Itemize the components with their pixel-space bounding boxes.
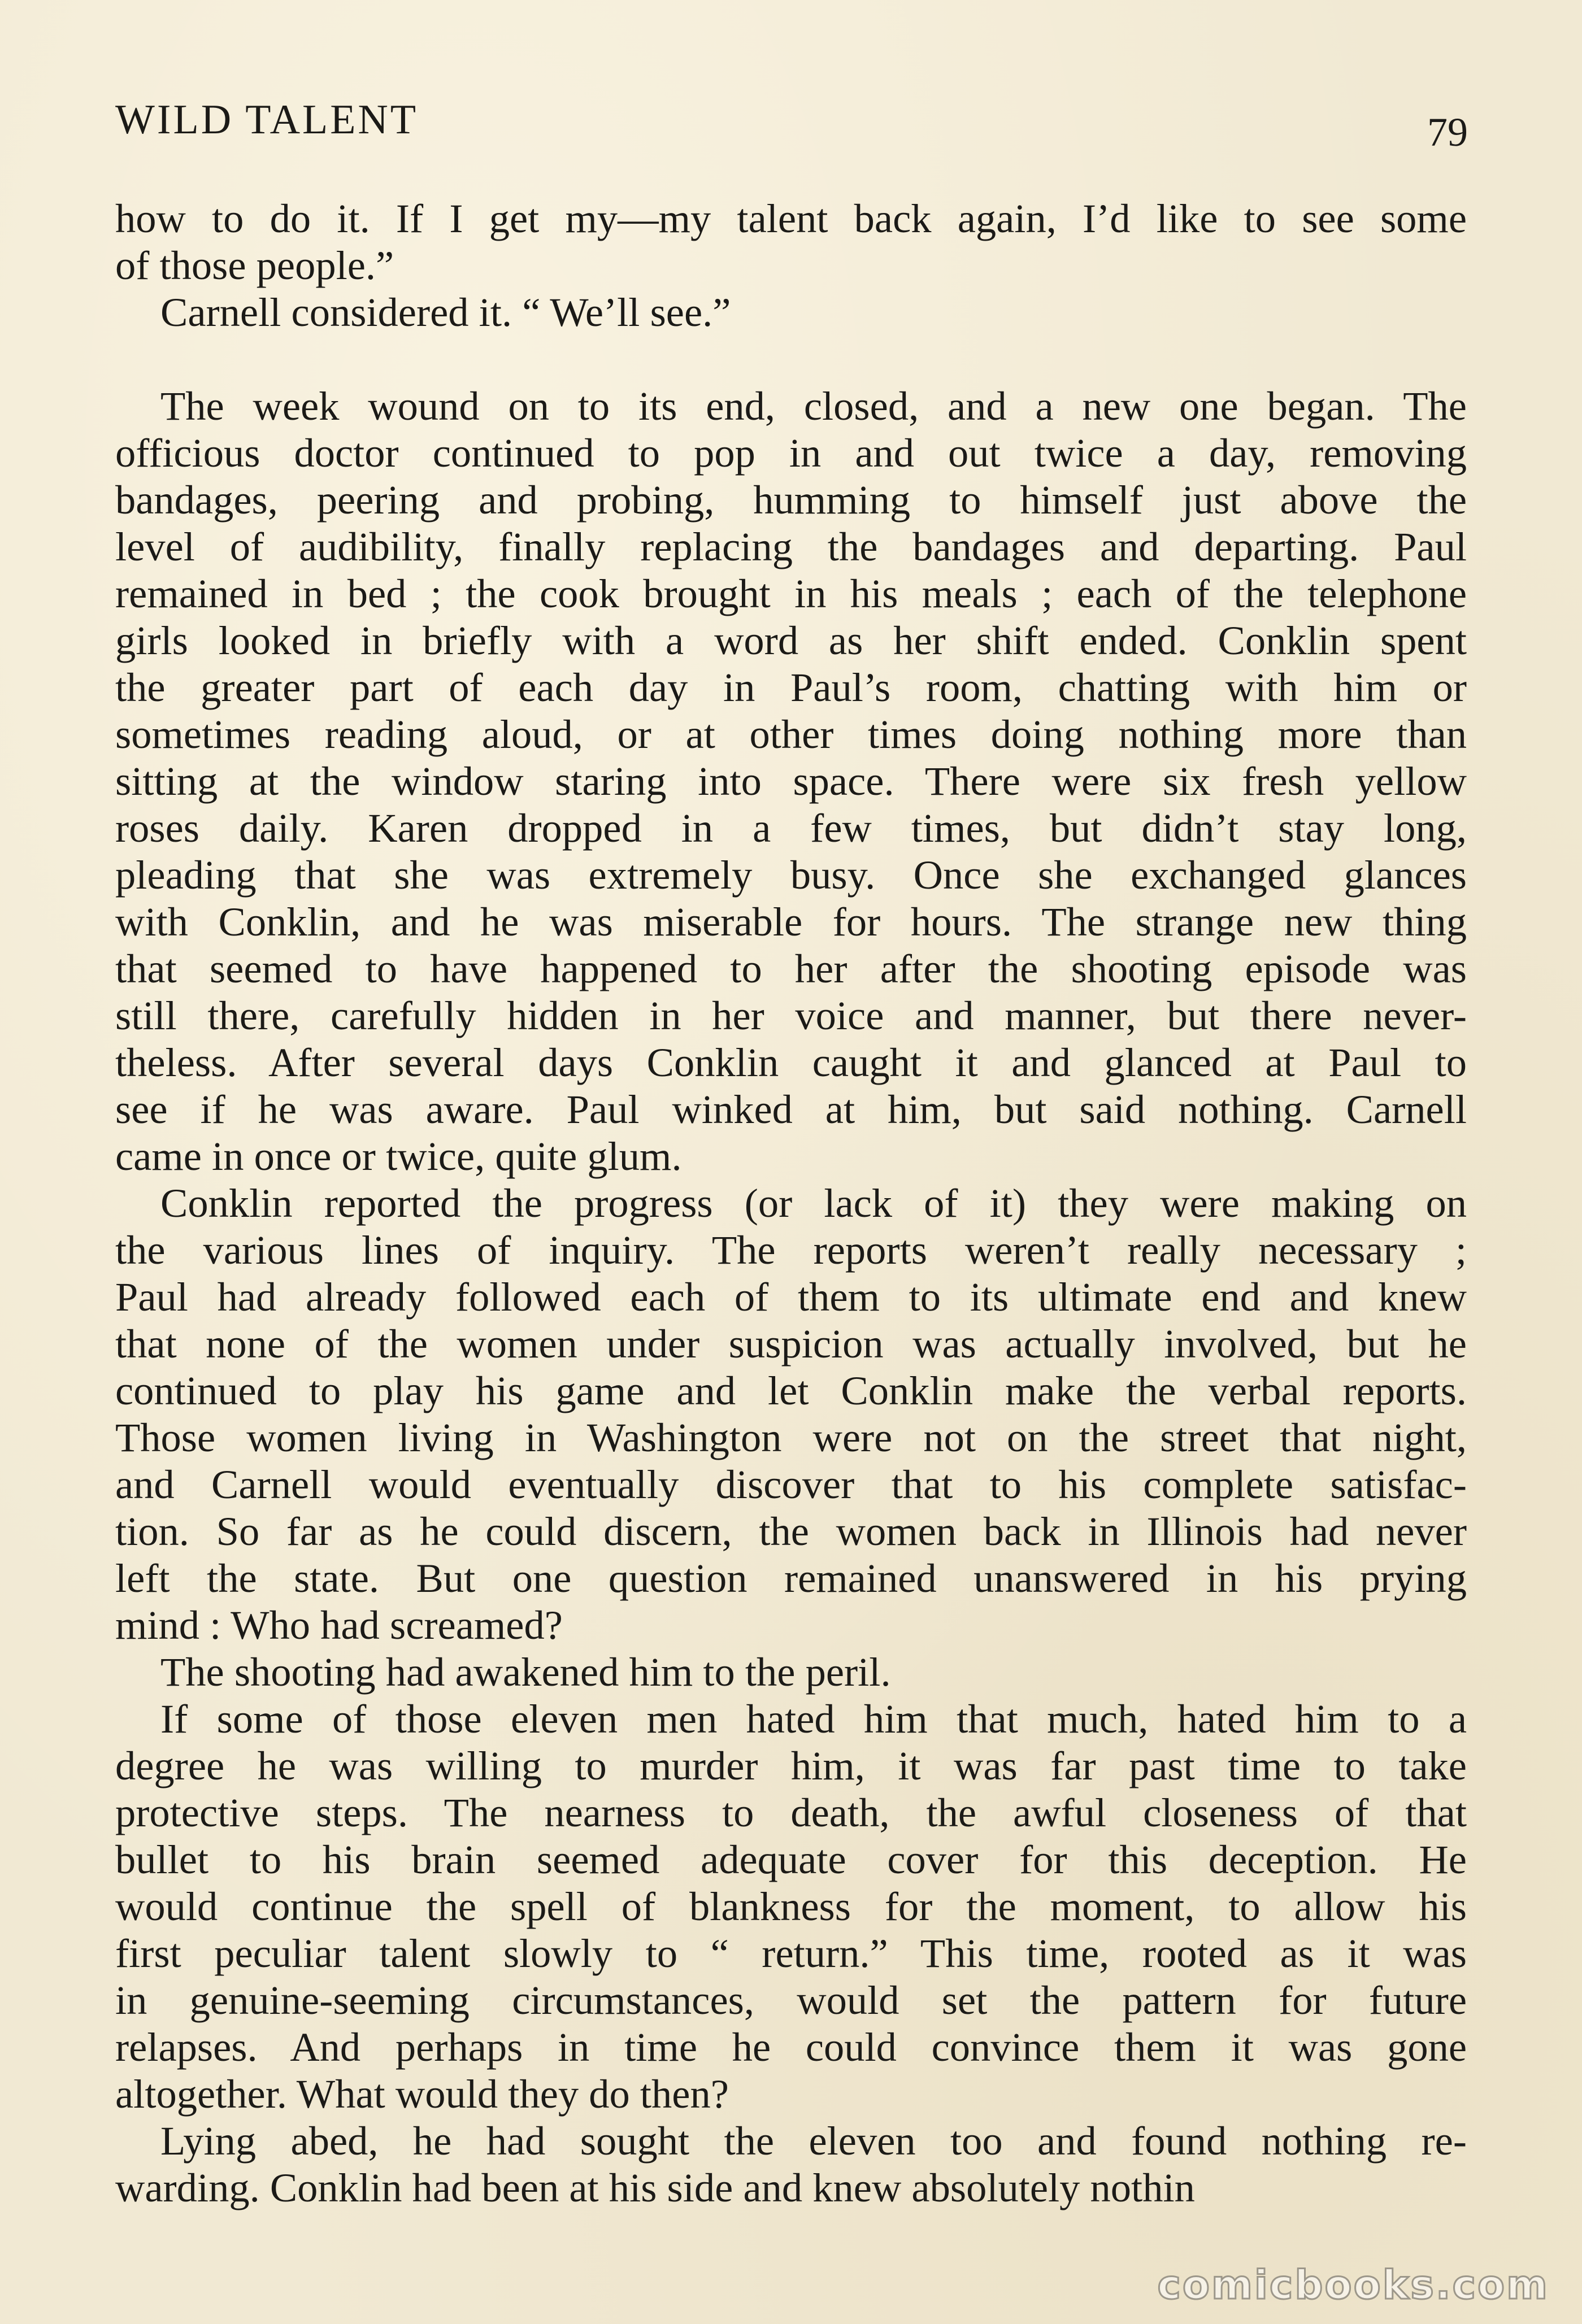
paragraph bbox=[115, 289, 1467, 336]
text-line: first peculiar talent slowly to “ return.” This time, rooted as it was bbox=[115, 1930, 1467, 1976]
text-line: sitting at the window staring into space. There were six fresh yellow bbox=[115, 758, 1467, 804]
text-line: tion. So far as he could discern, the women back in Illinois had never bbox=[115, 1508, 1467, 1554]
text-line: officious doctor continued to pop in and out twice a day, removing bbox=[115, 430, 1467, 476]
body-text bbox=[115, 195, 1467, 2211]
text-line: bandages, peering and probing, humming to himself just above the bbox=[115, 477, 1467, 523]
paragraph bbox=[115, 1695, 1467, 2117]
text-line: how to do it. If I get my—my talent back again, I’d like to see some bbox=[115, 195, 1467, 241]
text-line: relapses. And perhaps in time he could convince them it was gone bbox=[115, 2024, 1467, 2070]
paragraph bbox=[115, 1648, 1467, 1695]
paragraph bbox=[115, 2117, 1467, 2211]
text-line: altogether. What would they do then? bbox=[115, 2071, 729, 2117]
text-line: came in once or twice, quite glum. bbox=[115, 1133, 682, 1179]
text-line: see if he was aware. Paul winked at him, but said nothing. Carnell bbox=[115, 1086, 1467, 1132]
page-number: 79 bbox=[1427, 110, 1468, 155]
text-line: Those women living in Washington were not on the street that night, bbox=[115, 1415, 1467, 1460]
text-line: the various lines of inquiry. The reports weren’t really necessary ; bbox=[115, 1227, 1467, 1273]
text-line: left the state. But one question remained unanswered in his prying bbox=[115, 1555, 1467, 1601]
text-line: with Conklin, and he was miserable for hours. The strange new thing bbox=[115, 899, 1467, 945]
running-head: WILD TALENT bbox=[115, 97, 419, 143]
text-line: protective steps. The nearness to death, the awful closeness of that bbox=[115, 1790, 1467, 1835]
text-line: bullet to his brain seemed adequate cover for this deception. He bbox=[115, 1836, 1467, 1882]
text-line: and Carnell would eventually discover that to his complete satisfac- bbox=[115, 1461, 1467, 1507]
watermark: comicbooks.com bbox=[1157, 2262, 1549, 2308]
text-line: mind : Who had screamed? bbox=[115, 1602, 563, 1648]
section-break bbox=[115, 336, 1467, 382]
text-line: If some of those eleven men hated him that much, hated him to a bbox=[160, 1696, 1467, 1742]
text-line: the greater part of each day in Paul’s room, chatting with him or bbox=[115, 664, 1467, 710]
text-line: still there, carefully hidden in her voice and manner, but there never- bbox=[115, 993, 1467, 1038]
text-line: of those people.” bbox=[115, 242, 394, 288]
text-line: continued to play his game and let Conklin make the verbal reports. bbox=[115, 1368, 1467, 1413]
text-line: in genuine-seeming circumstances, would set the pattern for future bbox=[115, 1977, 1467, 2023]
paragraph bbox=[115, 1180, 1467, 1648]
text-line: sometimes reading aloud, or at other times doing nothing more than bbox=[115, 711, 1467, 757]
text-line: roses daily. Karen dropped in a few times, but didn’t stay long, bbox=[115, 805, 1467, 851]
text-line: that seemed to have happened to her after the shooting episode was bbox=[115, 946, 1467, 991]
text-line: pleading that she was extremely busy. Once she exchanged glances bbox=[115, 852, 1467, 898]
text-line: Lying abed, he had sought the eleven too and found nothing re- bbox=[160, 2118, 1467, 2164]
text-line: Carnell considered it. “ We’ll see.” bbox=[160, 289, 731, 335]
text-line: The shooting had awakened him to the peril. bbox=[160, 1649, 891, 1695]
paragraph bbox=[115, 195, 1467, 289]
text-line: theless. After several days Conklin caught it and glanced at Paul to bbox=[115, 1039, 1467, 1085]
text-line: that none of the women under suspicion was actually involved, but he bbox=[115, 1321, 1467, 1366]
text-line: Paul had already followed each of them to its ultimate end and knew bbox=[115, 1274, 1467, 1320]
text-line: level of audibility, finally replacing the bandages and departing. Paul bbox=[115, 524, 1467, 569]
text-line: Conklin reported the progress (or lack of it) they were making on bbox=[160, 1180, 1467, 1226]
text-line: warding. Conklin had been at his side and knew absolutely nothin bbox=[115, 2165, 1195, 2210]
text-line: remained in bed ; the cook brought in his meals ; each of the telephone bbox=[115, 571, 1467, 616]
text-line: would continue the spell of blankness for the moment, to allow his bbox=[115, 1883, 1467, 1929]
paragraph bbox=[115, 382, 1467, 1180]
text-line: girls looked in briefly with a word as her shift ended. Conklin spent bbox=[115, 617, 1467, 663]
text-line: degree he was willing to murder him, it was far past time to take bbox=[115, 1743, 1467, 1788]
text-line: The week wound on to its end, closed, and a new one began. The bbox=[160, 383, 1467, 429]
